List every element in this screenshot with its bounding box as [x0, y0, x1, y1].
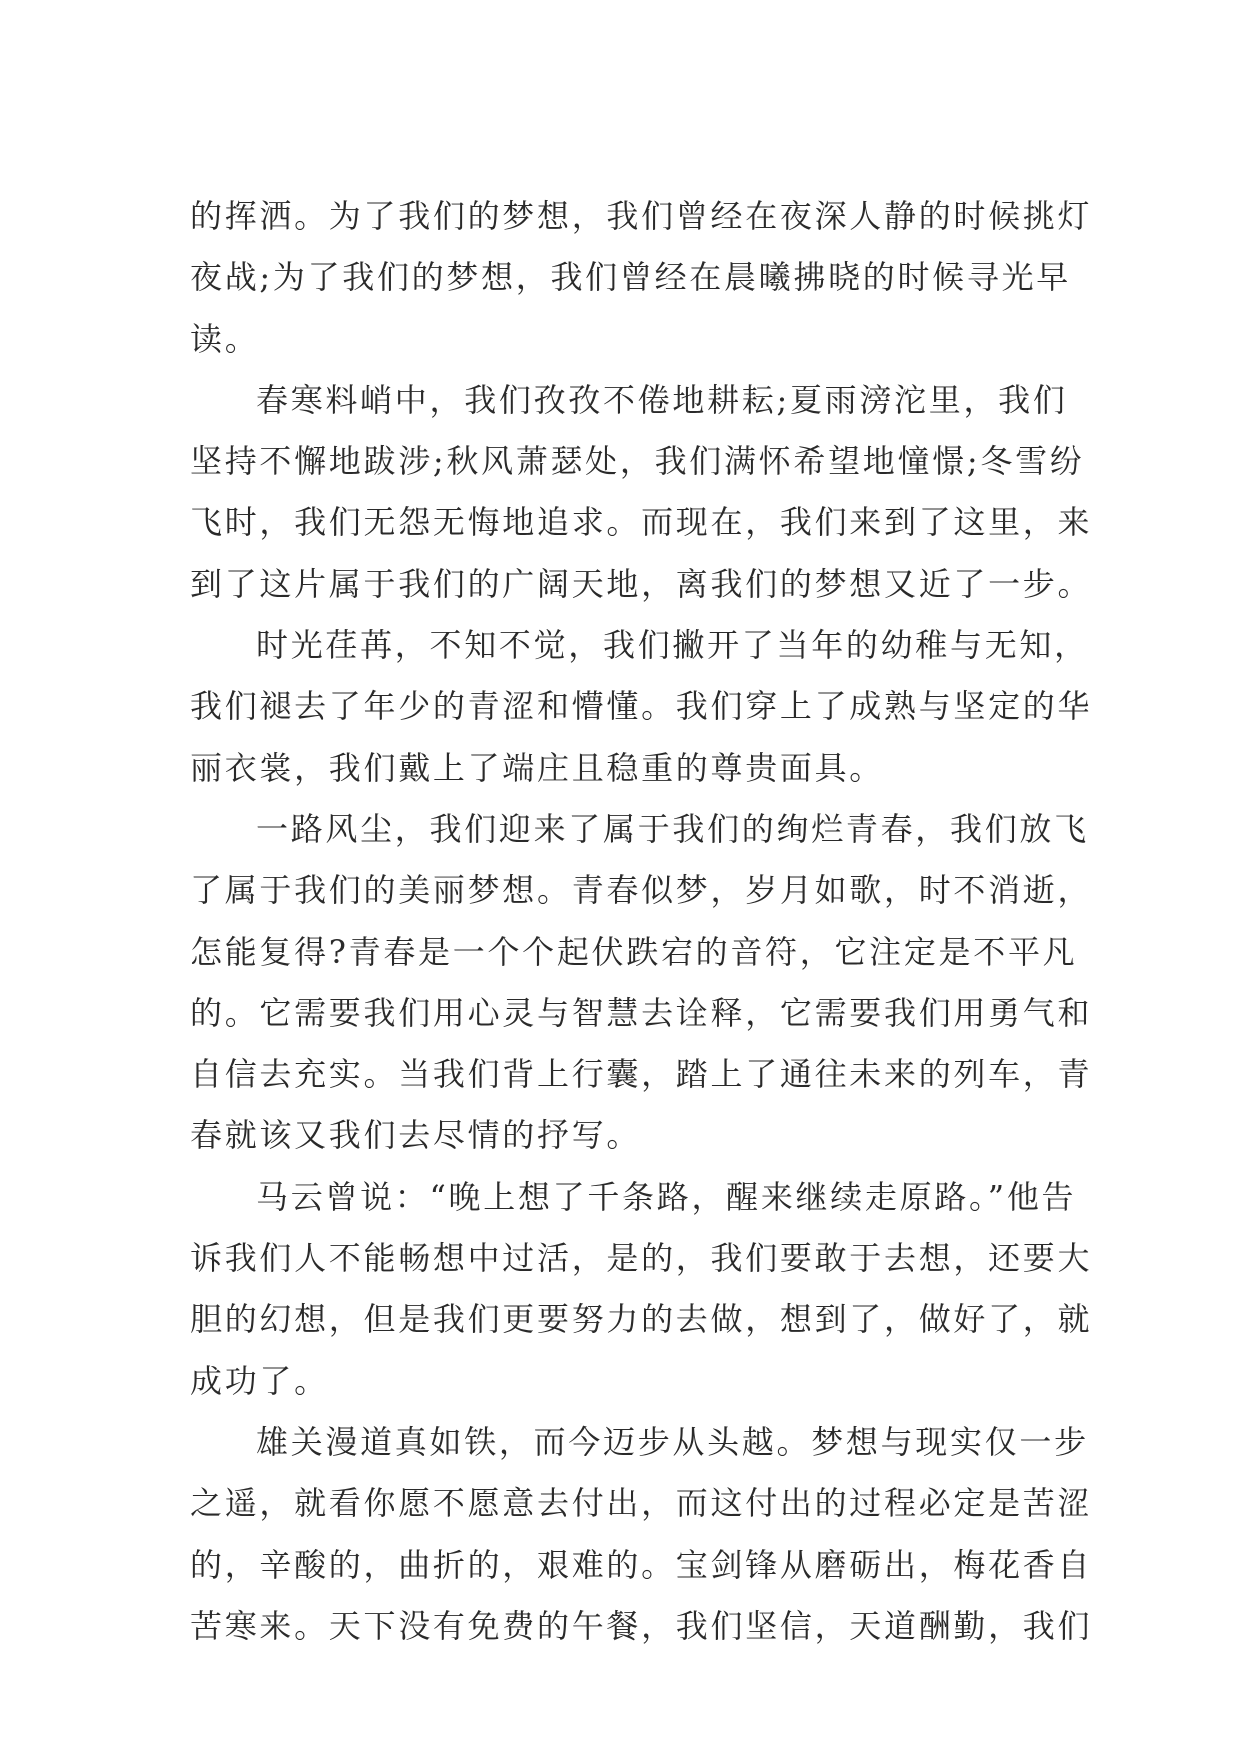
text-line: 的。它需要我们用心灵与智慧去诠释，它需要我们用勇气和: [190, 993, 1093, 1032]
paragraph-first-line: 雄关漫道真如铁，而今迈步从头越。梦想与现实仅一步: [256, 1422, 1089, 1461]
text-line: 坚持不懈地跋涉;秋风萧瑟处，我们满怀希望地憧憬;冬雪纷: [190, 442, 1085, 481]
paragraph-first-line: 春寒料峭中，我们孜孜不倦地耕耘;夏雨滂沱里，我们: [256, 380, 1068, 419]
text-line: 春就该又我们去尽情的抒写。: [190, 1116, 642, 1155]
text-line: 飞时，我们无怨无悔地追求。而现在，我们来到了这里，来: [190, 503, 1093, 542]
text-line: 自信去充实。当我们背上行囊，踏上了通往未来的列车，青: [190, 1055, 1093, 1094]
paragraph-first-line: 一路风尘，我们迎来了属于我们的绚烂青春，我们放飞: [256, 809, 1089, 848]
text-line: 怎能复得?青春是一个个起伏跌宕的音符，它注定是不平凡: [190, 932, 1078, 971]
text-line: 的，辛酸的，曲折的，艰难的。宝剑锋从磨砺出，梅花香自: [190, 1545, 1093, 1584]
text-line: 苦寒来。天下没有免费的午餐，我们坚信，天道酬勤，我们: [190, 1606, 1093, 1645]
text-line: 读。: [190, 319, 260, 358]
text-line: 夜战;为了我们的梦想，我们曾经在晨曦拂晓的时候寻光早: [190, 258, 1071, 297]
paragraph-first-line: 时光荏苒，不知不觉，我们撇开了当年的幼稚与无知，: [256, 626, 1089, 665]
paragraph-first-line: 马云曾说：“晚上想了千条路，醒来继续走原路。”他告: [256, 1177, 1077, 1216]
text-line: 到了这片属于我们的广阔天地，离我们的梦想又近了一步。: [190, 564, 1093, 603]
text-line: 之遥，就看你愿不愿意去付出，而这付出的过程必定是苦涩: [190, 1484, 1093, 1523]
text-line: 诉我们人不能畅想中过活，是的，我们要敢于去想，还要大: [190, 1239, 1093, 1278]
text-line: 成功了。: [190, 1361, 329, 1400]
text-line: 我们褪去了年少的青涩和懵懂。我们穿上了成熟与坚定的华: [190, 687, 1093, 726]
text-line: 的挥洒。为了我们的梦想，我们曾经在夜深人静的时候挑灯: [190, 197, 1093, 235]
text-line: 了属于我们的美丽梦想。青春似梦，岁月如歌，时不消逝，: [190, 871, 1093, 910]
body-text: [190, 186, 1093, 1657]
text-line: 胆的幻想，但是我们更要努力的去做，想到了，做好了，就: [190, 1300, 1093, 1339]
text-line: 丽衣裳，我们戴上了端庄且稳重的尊贵面具。: [190, 748, 885, 787]
